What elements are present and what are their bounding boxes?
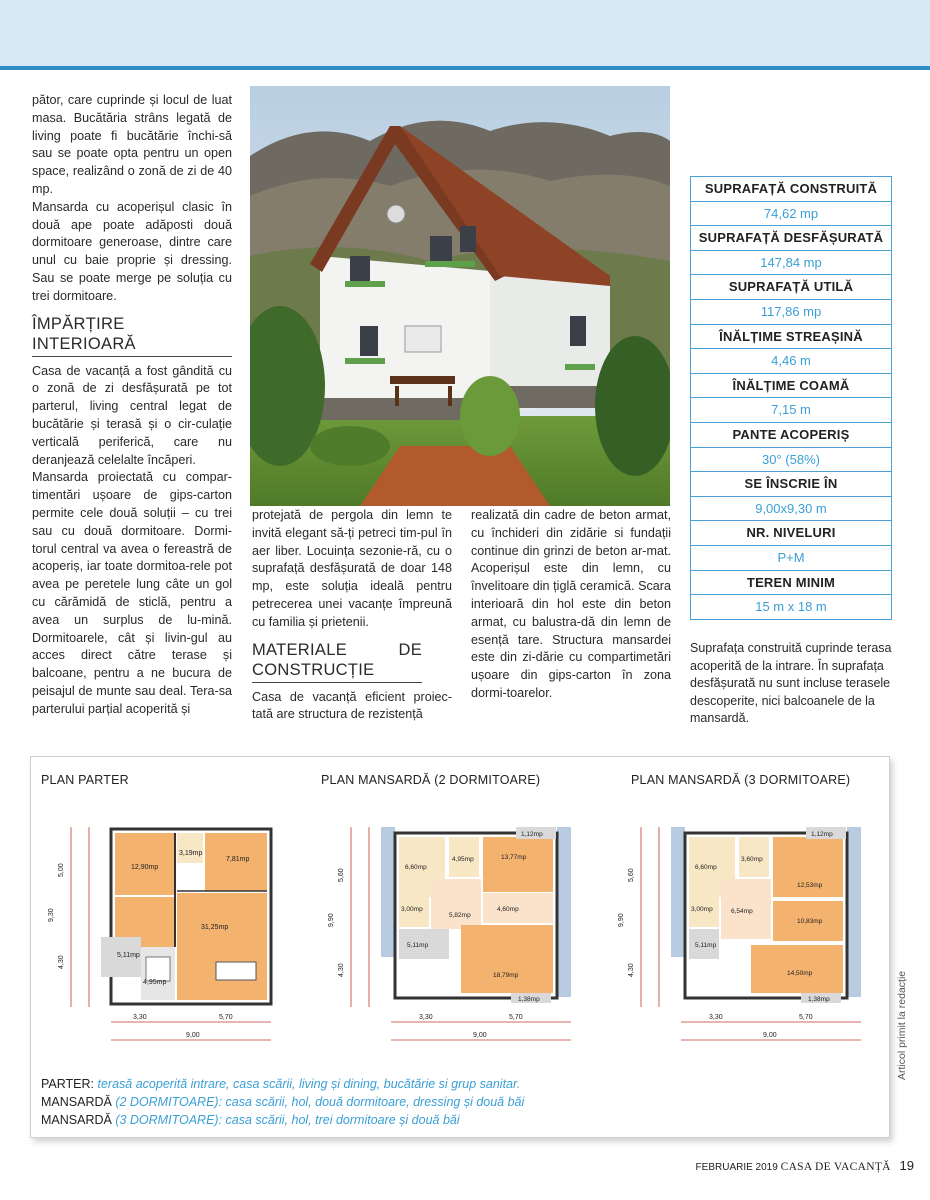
legend-value: (2 DORMITOARE): casa scării, hol, două dormitoare, dressing și două băi xyxy=(111,1095,525,1109)
dim-label: 5,70 xyxy=(509,1014,523,1021)
legend-key: PARTER: xyxy=(41,1077,95,1091)
dim-label: 9,00 xyxy=(763,1032,777,1039)
house-photo xyxy=(250,86,670,506)
spec-value: 4,46 m xyxy=(691,349,891,374)
room-label: 1,38mp xyxy=(808,996,830,1003)
plan-mansarda-3-drawing xyxy=(611,797,881,1067)
col3-paragraph-1: realizată din cadre de beton armat, cu închideri din zidărie si fundații continue din grinzi de beton ar-mat. Acoperișul este din lemn, cu învelitoare din țiglă ceramică. Scara interioară din hol este din beton armat, cu balustra-dă din lemn de esență tare. Structura mansardei este din zi-dărie cu compartimetări ușoare din gips-carton în zona dormi-toarelor. xyxy=(471,508,671,700)
room-label: 12,90mp xyxy=(131,864,159,871)
room-label: 6,54mp xyxy=(731,908,753,915)
spec-label: SUPRAFAȚĂ UTILĂ xyxy=(691,275,891,300)
legend-value: (3 DORMITOARE): casa scării, hol, trei dormitoare și două băi xyxy=(111,1113,460,1127)
legend-value: terasă acoperită intrare, casa scării, living și dining, bucătărie si grup sanitar. xyxy=(94,1077,521,1091)
spec-value: 7,15 m xyxy=(691,398,891,423)
dim-label: 3,30 xyxy=(133,1014,147,1021)
spec-label: SE ÎNSCRIE ÎN xyxy=(691,472,891,497)
dim-label: 3,30 xyxy=(709,1014,723,1021)
dim-label: 9,30 xyxy=(48,908,55,922)
dim-label: 5,00 xyxy=(58,863,65,877)
spec-value: 74,62 mp xyxy=(691,202,891,227)
floor-plans-box xyxy=(30,756,890,1138)
spec-value: 15 m x 18 m xyxy=(755,599,827,615)
plan-legend xyxy=(41,1075,524,1129)
room-label: 3,19mp xyxy=(179,850,203,857)
legend-line xyxy=(41,1111,524,1129)
legend-line xyxy=(41,1093,524,1111)
top-band xyxy=(0,0,930,66)
plan-title-parter: PLAN PARTER xyxy=(41,773,129,787)
dim-label: 5,60 xyxy=(338,868,345,882)
plan-title-mansarda-2: PLAN MANSARDĂ (2 DORMITOARE) xyxy=(321,773,541,787)
room-label: 5,82mp xyxy=(449,912,471,919)
room-label: 6,60mp xyxy=(695,864,717,871)
dim-label: 5,70 xyxy=(799,1014,813,1021)
spec-label: TEREN MINIM xyxy=(691,571,891,596)
spec-label: ÎNĂLȚIME STREAȘINĂ xyxy=(691,325,891,350)
spec-label: SUPRAFAȚĂ DESFĂȘURATĂ xyxy=(691,226,891,251)
legend-key: MANSARDĂ xyxy=(41,1095,112,1109)
dim-label: 9,90 xyxy=(618,913,625,927)
room-label: 18,79mp xyxy=(493,972,519,979)
spec-value: 30° (58%) xyxy=(691,448,891,473)
page-number: 19 xyxy=(899,1158,914,1173)
room-label: 13,77mp xyxy=(501,854,527,861)
room-label: 5,11mp xyxy=(695,942,717,949)
legend-line xyxy=(41,1075,524,1093)
specs-table xyxy=(690,176,892,620)
spec-label: PANTE ACOPERIȘ xyxy=(691,423,891,448)
footer-issue: FEBRUARIE 2019 xyxy=(695,1162,778,1173)
dim-label: 5,60 xyxy=(628,868,635,882)
side-credit: Articol primit la redacție xyxy=(896,970,908,1080)
col1-paragraph-4: Mansarda proiectată cu compar-timentări ușoare de gips-carton permite cele două soluții – cu trei sau cu două dormitoare. Dormi-torul central va avea o fereastră de acoperiș, iar toate dormitoa-rele pot avea pe peretele lung câte un gol cu cărămidă de sticlă, pentru a avea un surplus de lu-mină. Dormitoarele, cât și livin-gul au acces direct către terase și balcoane, pentru a ne bucura de peisajul de munte sau deal. Tera-sa parterului parțial acoperită și xyxy=(32,470,232,716)
spec-value: P+M xyxy=(691,546,891,571)
spec-label: NR. NIVELURI xyxy=(691,521,891,546)
plan-parter-drawing xyxy=(41,797,301,1067)
room-label: 4,95mp xyxy=(143,979,167,986)
room-label: 4,95mp xyxy=(452,856,474,863)
page-footer xyxy=(696,1158,914,1173)
column-3 xyxy=(471,507,671,703)
room-label: 31,25mp xyxy=(201,924,229,931)
plan-mansarda-2-drawing xyxy=(321,797,581,1067)
section-heading-interior: ÎMPĂRȚIRE INTERIOARĂ xyxy=(32,314,232,357)
column-2 xyxy=(252,507,452,724)
dim-label: 4,30 xyxy=(338,963,345,977)
footer-brand: CASA DE VACANȚĂ xyxy=(780,1161,891,1173)
spec-value: 147,84 mp xyxy=(691,251,891,276)
dim-label: 3,30 xyxy=(419,1014,433,1021)
room-label: 5,11mp xyxy=(117,952,140,959)
column-1 xyxy=(32,92,232,719)
spec-value: 117,86 mp xyxy=(691,300,891,325)
room-label: 3,00mp xyxy=(401,906,423,913)
room-label: 5,11mp xyxy=(407,942,429,949)
plan-title-mansarda-3: PLAN MANSARDĂ (3 DORMITOARE) xyxy=(631,773,851,787)
dim-label: 4,30 xyxy=(58,955,65,969)
specs-note: Suprafața construită cuprinde terasa acoperită de la intrare. În suprafața desfășurată nu sunt incluse terasele descoperite, nici balcoanele de la mansardă. xyxy=(690,641,892,725)
col2-paragraph-2: Casa de vacanță eficient proiec-tată are structura de rezistență xyxy=(252,689,452,722)
col1-paragraph-1: pător, care cuprinde și locul de luat masa. Bucătăria strâns legată de living poate fi bucătărie închi-să sau se poate opta pentru un open space, realizând o zonă de zi de 40 mp. xyxy=(32,93,232,196)
col1-paragraph-2: Mansarda cu acoperișul clasic în două ape poate adăposti două dormitoare generoase, dintre care unul cu baie proprie și dressing. Sau se poate merge pe soluția cu trei dormitoare. xyxy=(32,199,232,303)
room-label: 1,12mp xyxy=(521,831,543,838)
legend-key: MANSARDĂ xyxy=(41,1113,112,1127)
room-label: 10,83mp xyxy=(797,918,823,925)
dim-label: 4,30 xyxy=(628,963,635,977)
top-rule xyxy=(0,66,930,70)
col1-paragraph-3: Casa de vacanță a fost gândită cu o zonă de zi desfășurată pe tot parterul, living central legat de bucătărie și terasă și o cir-culație verticală periferică, care nu deranjează celelalte încăperi. xyxy=(32,363,232,467)
room-label: 14,50mp xyxy=(787,970,813,977)
room-label: 1,12mp xyxy=(811,831,833,838)
spec-label: ÎNĂLȚIME COAMĂ xyxy=(691,374,891,399)
spec-value: 9,00x9,30 m xyxy=(691,497,891,522)
room-label: 4,60mp xyxy=(497,906,519,913)
room-label: 7,81mp xyxy=(226,856,250,863)
room-label: 12,53mp xyxy=(797,882,823,889)
dim-label: 9,00 xyxy=(186,1032,200,1039)
room-label: 6,60mp xyxy=(405,864,427,871)
room-label: 1,38mp xyxy=(518,996,540,1003)
section-heading-materials: MATERIALE DE CONSTRUCȚIE xyxy=(252,640,422,683)
col2-paragraph-1: protejată de pergola din lemn te invită elegant să-ți petreci tim-pul în aer liber. Locuința sezonie-ră, cu o suprafață desfășurată de doar 148 mp, este soluția ideală pentru petrecerea unei vacanțe împreună cu familia și prietenii. xyxy=(252,508,452,629)
room-label: 3,00mp xyxy=(691,906,713,913)
spec-label: SUPRAFAȚĂ CONSTRUITĂ xyxy=(691,177,891,202)
dim-label: 9,00 xyxy=(473,1032,487,1039)
dim-label: 9,90 xyxy=(328,913,335,927)
room-label: 3,60mp xyxy=(741,856,763,863)
dim-label: 5,70 xyxy=(219,1014,233,1021)
